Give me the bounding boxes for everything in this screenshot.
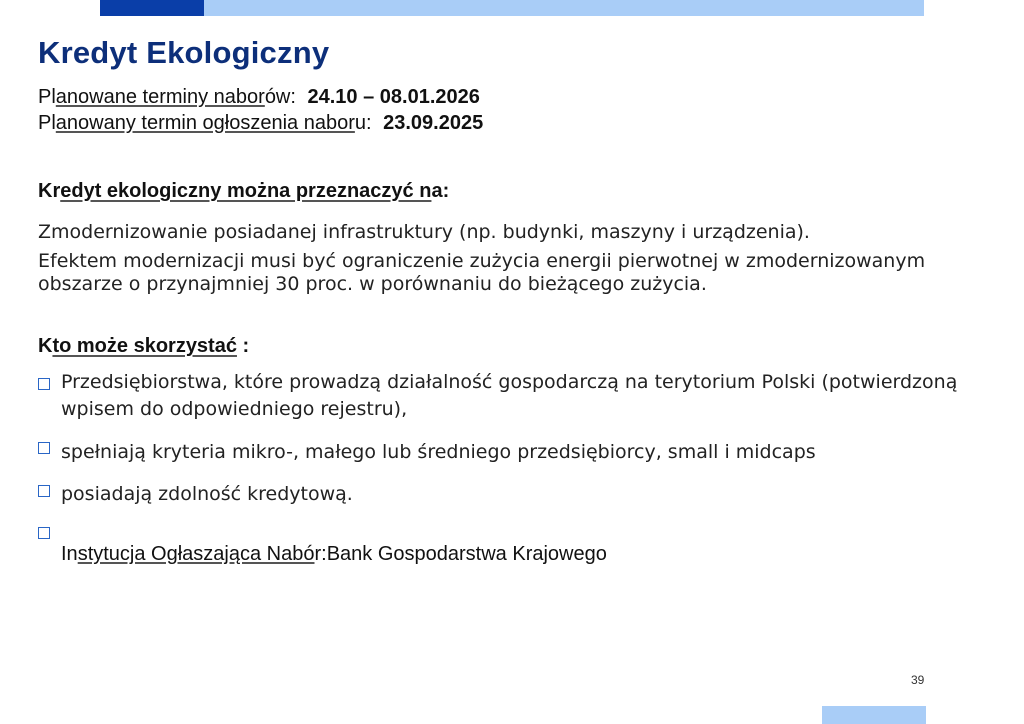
institution-value: Bank Gospodarstwa Krajowego [326, 543, 607, 565]
top-accent-bar-light [204, 0, 924, 16]
recruitment-dates-label: Planowane terminy naborów: [38, 86, 296, 108]
institution-line: Instytucja Ogłaszająca Nabór:Bank Gospodarstwa Krajowego [61, 543, 607, 565]
bottom-accent-bar [822, 706, 926, 724]
purpose-line-2: Efektem modernizacji musi być ograniczenie zużycia energii pierwotnej w zmodernizowanym obszarze o przynajmniej 30 proc. w porównaniu do bieżącego zużycia. [38, 250, 926, 295]
eligibility-item: Przedsiębiorstwa, które prowadzą działalność gospodarczą na terytorium Polski (potwierdzoną wpisem do odpowiedniego rejestru), [61, 371, 958, 420]
eligibility-heading: Kto może skorzystać : [38, 335, 250, 357]
announcement-date-label: Planowany termin ogłoszenia naboru: [38, 112, 372, 134]
announcement-date-value: 23.09.2025 [383, 112, 484, 134]
checkbox-bullet-icon [38, 378, 50, 390]
announcement-date-line [38, 112, 483, 135]
eligibility-item: posiadają zdolność kredytową. [61, 483, 353, 505]
eligibility-item: spełniają kryteria mikro-, małego lub średniego przedsiębiorcy, small i midcaps [61, 441, 816, 463]
checkbox-bullet-icon [38, 442, 50, 454]
purpose-line-1: Zmodernizowanie posiadanej infrastruktury (np. budynki, maszyny i urządzenia). [38, 221, 810, 243]
checkbox-bullet-icon [38, 485, 50, 497]
recruitment-dates-value: 24.10 – 08.01.2026 [307, 86, 480, 108]
page-number: 39 [911, 673, 925, 687]
purpose-heading: Kredyt ekologiczny można przeznaczyć na: [38, 180, 450, 202]
recruitment-dates-line [38, 86, 480, 109]
checkbox-bullet-icon [38, 527, 50, 539]
page-title: Kredyt Ekologiczny [38, 35, 330, 70]
top-accent-bar-dark [100, 0, 204, 16]
